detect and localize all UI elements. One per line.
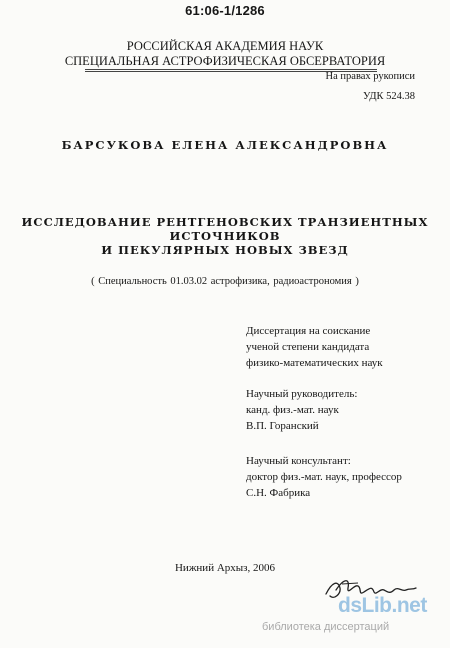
consultant-name: С.Н. Фабрика [246,487,311,499]
manuscript-rights: На правах рукописи [325,71,415,82]
author-name: БАРСУКОВА ЕЛЕНА АЛЕКСАНДРОВНА [61,138,389,152]
title-line-3: И ПЕКУЛЯРНЫХ НОВЫХ ЗВЕЗД [101,243,349,257]
specialty-line: ( Специальность 01.03.02 астрофизика, радиоастрономия ) [91,276,359,287]
title-line-2: ИСТОЧНИКОВ [169,229,281,243]
organization-line-2: СПЕЦИАЛЬНАЯ АСТРОФИЗИЧЕСКАЯ ОБСЕРВАТОРИЯ [64,54,386,68]
dissertation-line-3: физико-математических наук [246,357,383,369]
consultant-role: Научный консультант: [246,455,351,467]
supervisor-name: В.П. Горанский [246,420,319,432]
dissertation-line-1: Диссертация на соискание [246,325,371,337]
consultant-degree: доктор физ.-мат. наук, профессор [246,471,402,483]
organization-line-1: РОССИЙСКАЯ АКАДЕМИЯ НАУК [126,39,324,53]
watermark-logo: dsLib.net [338,594,427,617]
header-divider-top [85,69,377,70]
catalog-code: 61:06-1/1286 [185,3,265,18]
udc-code: УДК 524.38 [362,91,415,102]
supervisor-role: Научный руководитель: [246,388,358,400]
place-and-year: Нижний Архыз, 2006 [174,562,276,574]
watermark-subtitle: библиотека диссертаций [262,621,390,633]
supervisor-degree: канд. физ.-мат. наук [246,404,339,416]
dissertation-line-2: ученой степени кандидата [246,341,370,353]
title-line-1: ИССЛЕДОВАНИЕ РЕНТГЕНОВСКИХ ТРАНЗИЕНТНЫХ [21,215,429,229]
